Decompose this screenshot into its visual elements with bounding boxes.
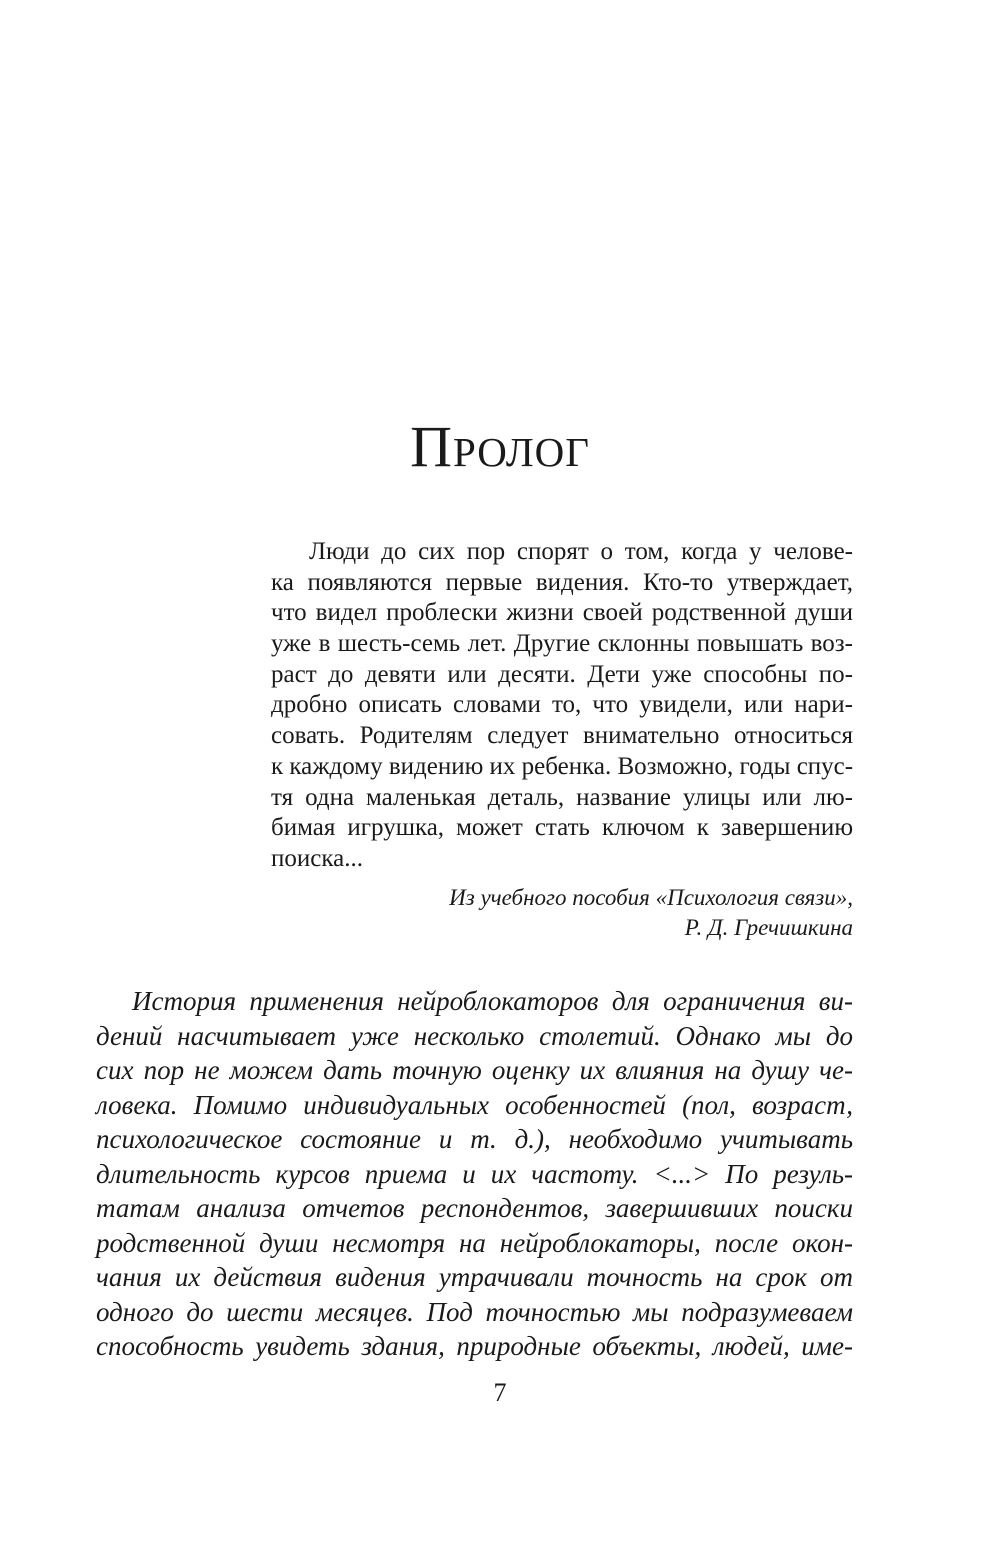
epigraph-line: к каждому видению их ребенка. Возможно, годы спус- <box>271 752 854 780</box>
epigraph-source-author: Р. Д. Гречишкина <box>684 915 853 940</box>
epigraph-line: ка появляются первые видения. Кто-то утверждает, <box>271 568 853 596</box>
body-line: татам анализа отчетов респондентов, завершивших поиски <box>96 1193 853 1223</box>
body-line: длительность курсов приема и их частоту. <...> По резуль- <box>96 1158 853 1189</box>
epigraph-line: поиска... <box>271 844 363 872</box>
body-line: История применения нейроблокаторов для ограничения ви- <box>132 986 853 1016</box>
epigraph-line: бимая игрушка, может стать ключом к завершению <box>271 814 853 842</box>
body-line: одного до шести месяцев. Под точностью мы подразумеваем <box>96 1296 853 1327</box>
epigraph-line: уже в шесть-семь лет. Другие склонны повышать воз- <box>271 630 853 658</box>
body-line: ловека. Помимо индивидуальных особенностей (пол, возраст, <box>96 1089 853 1120</box>
body-line: сих пор не можем дать точную оценку их влияния на душу че- <box>96 1055 853 1085</box>
body-line: родственной души несмотря на нейроблокаторы, после окон- <box>96 1227 853 1258</box>
body-line: способность увидеть здания, природные объекты, людей, име- <box>96 1331 853 1361</box>
epigraph-line: совать. Родителям следует внимательно относиться <box>271 722 853 750</box>
epigraph-line: что видел проблески жизни своей родственной души <box>271 599 853 627</box>
epigraph-line: тя одна маленькая деталь, название улицы или лю- <box>271 783 853 811</box>
epigraph-line: Люди до сих пор спорят о том, когда у челове- <box>309 538 853 565</box>
body-line: дений насчитывает уже несколько столетий. Однако мы до <box>96 1020 853 1051</box>
page-number: 7 <box>493 1378 507 1407</box>
epigraph <box>271 537 853 875</box>
epigraph-source <box>271 883 853 943</box>
epigraph-line: раст до девяти или десяти. Дети уже способны по- <box>271 660 853 688</box>
body-paragraph <box>96 984 853 1364</box>
epigraph-source-title: Из учебного пособия «Психология связи», <box>449 885 853 910</box>
epigraph-line: дробно описать словами то, что увидели, или нари- <box>271 691 853 719</box>
chapter-title: Пролог <box>410 414 590 479</box>
body-line: психологическое состояние и т. д.), необходимо учитывать <box>96 1124 853 1154</box>
body-line: чания их действия видения утрачивали точность на срок от <box>96 1262 853 1292</box>
